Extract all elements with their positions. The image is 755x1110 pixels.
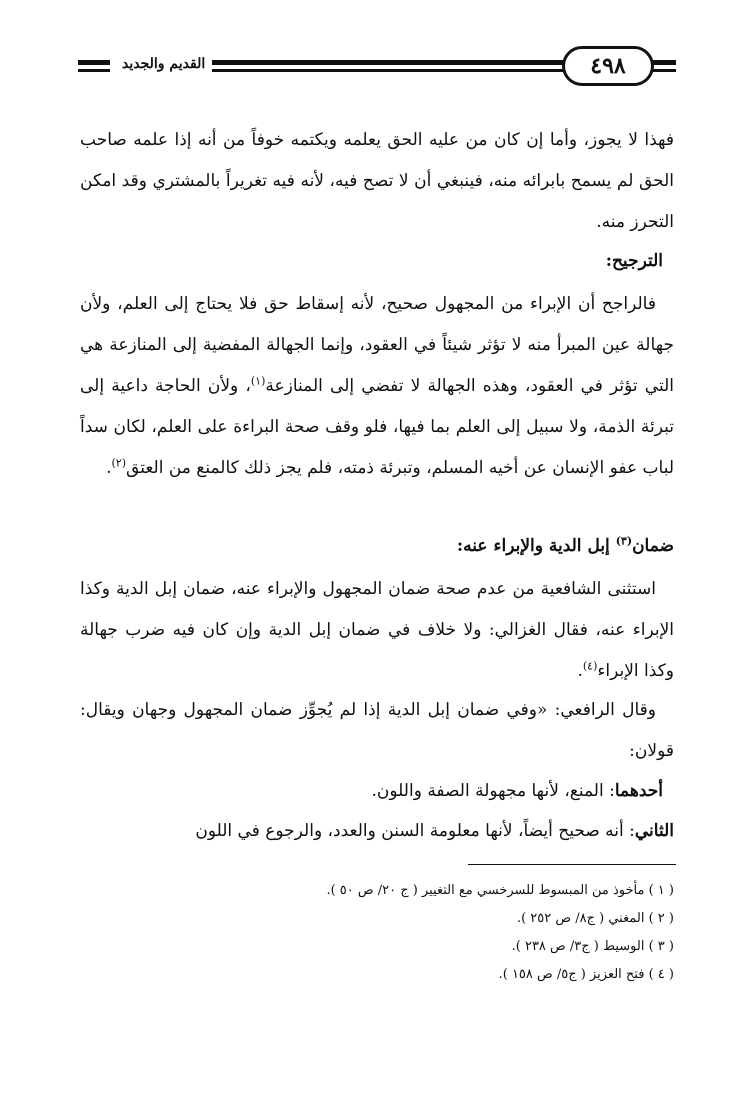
option-two-text: : أنه صحيح أيضاً، لأنها معلومة السنن والعدد، والرجوع في اللون (195, 821, 635, 841)
footnote-ref-3[interactable]: (٣) (615, 534, 633, 548)
paragraph-4: وقال الرافعي: «وفي ضمان إبل الدية إذا لم يُجوِّز ضمان المجهول وجهان ويقال: قولان: (80, 700, 674, 761)
footnote-1: ( ١ ) مأخوذ من المبسوط للسرخسي مع التغيير ( ج ٢٠/ ص ٥٠ ). (326, 883, 674, 898)
header-rule-right-top (652, 60, 676, 65)
option-two-label: الثاني (634, 821, 674, 841)
header-rule-left-bottom (78, 69, 110, 72)
header-rule-left-top (78, 60, 110, 65)
paragraph-2-part-c: . (106, 458, 112, 478)
heading-tarjih (606, 241, 663, 282)
paragraph-3 (80, 569, 674, 692)
paragraph-6 (195, 811, 674, 852)
paragraph-3-part-a: استثنى الشافعية من عدم صحة ضمان المجهول والإبراء عنه، ضمان إبل الدية وكذا الإبراء عنه، فقال الغزالي: ولا خلاف في ضمان إبل الدية وإن كان فيه ضرب جهالة وكذا الإبراء (80, 579, 674, 681)
paragraph-5 (372, 771, 664, 812)
footnote-ref-1[interactable]: (١) (250, 374, 266, 388)
page-number: ٤٩٨ (590, 53, 626, 79)
paragraph-3-part-b: . (577, 661, 583, 681)
page-number-badge (562, 46, 654, 86)
header-rule-mid-bottom (212, 69, 564, 72)
footnote-separator (468, 864, 676, 865)
heading-tarjih-text: الترجيح: (605, 251, 663, 271)
footnote-ref-4[interactable]: (٤) (582, 659, 598, 673)
running-title: القديم والجديد (122, 56, 206, 72)
heading-daman-part-a: ضمان (632, 536, 674, 556)
paragraph-2-part-b: ، ولأن الحاجة داعية إلى تبرئة الذمة، ولا سبيل إلى العلم بما فيها، فلو وقف صحة البراءة على العلم، لكان سداً لباب عفو الإنسان عن أخيه المسلم، وتبرئة ذمته، فلم يجز ذلك كالمنع من العتق (80, 376, 674, 478)
footnote-ref-2[interactable]: (٢) (111, 456, 127, 470)
heading-daman-part-b: إبل الدية والإبراء عنه: (456, 536, 616, 556)
heading-daman-ibil (80, 526, 674, 567)
paragraph-1: فهذا لا يجوز، وأما إن كان من عليه الحق يعلمه ويكتمه خوفاً من أنه إذا علمه صاحب الحق لم يسمح بابرائه منه، فينبغي أن لا تصح فيه، لأنه فيه تغريراً بالمشتري وقد امكن التحرز منه. (80, 130, 674, 232)
header-rule-right-bottom (652, 69, 676, 72)
header-rule-mid-top (212, 60, 564, 65)
footnote-3: ( ٣ ) الوسيط ( ج٣/ ص ٢٣٨ ). (511, 939, 674, 954)
option-one-text: : المنع، لأنها مجهولة الصفة واللون. (371, 781, 615, 801)
footnote-2: ( ٢ ) المغني ( ج٨/ ص ٢٥٢ ). (516, 911, 674, 926)
paragraph-2 (80, 284, 674, 489)
footnote-4: ( ٤ ) فتح العزيز ( ج٥/ ص ١٥٨ ). (498, 967, 674, 982)
option-one-label: أحدهما (614, 781, 663, 801)
paragraph-2-part-a: فالراجح أن الإبراء من المجهول صحيح، لأنه إسقاط حق فلا يحتاج إلى العلم، ولأن جهالة عين المبرأ منه لا تؤثر شيئاً في العقود، وإنما الجهالة المفضية إلى المنازعة هي التي تؤثر في العقود، وهذه الجهالة لا تفضي إلى المنازعة (80, 294, 674, 396)
